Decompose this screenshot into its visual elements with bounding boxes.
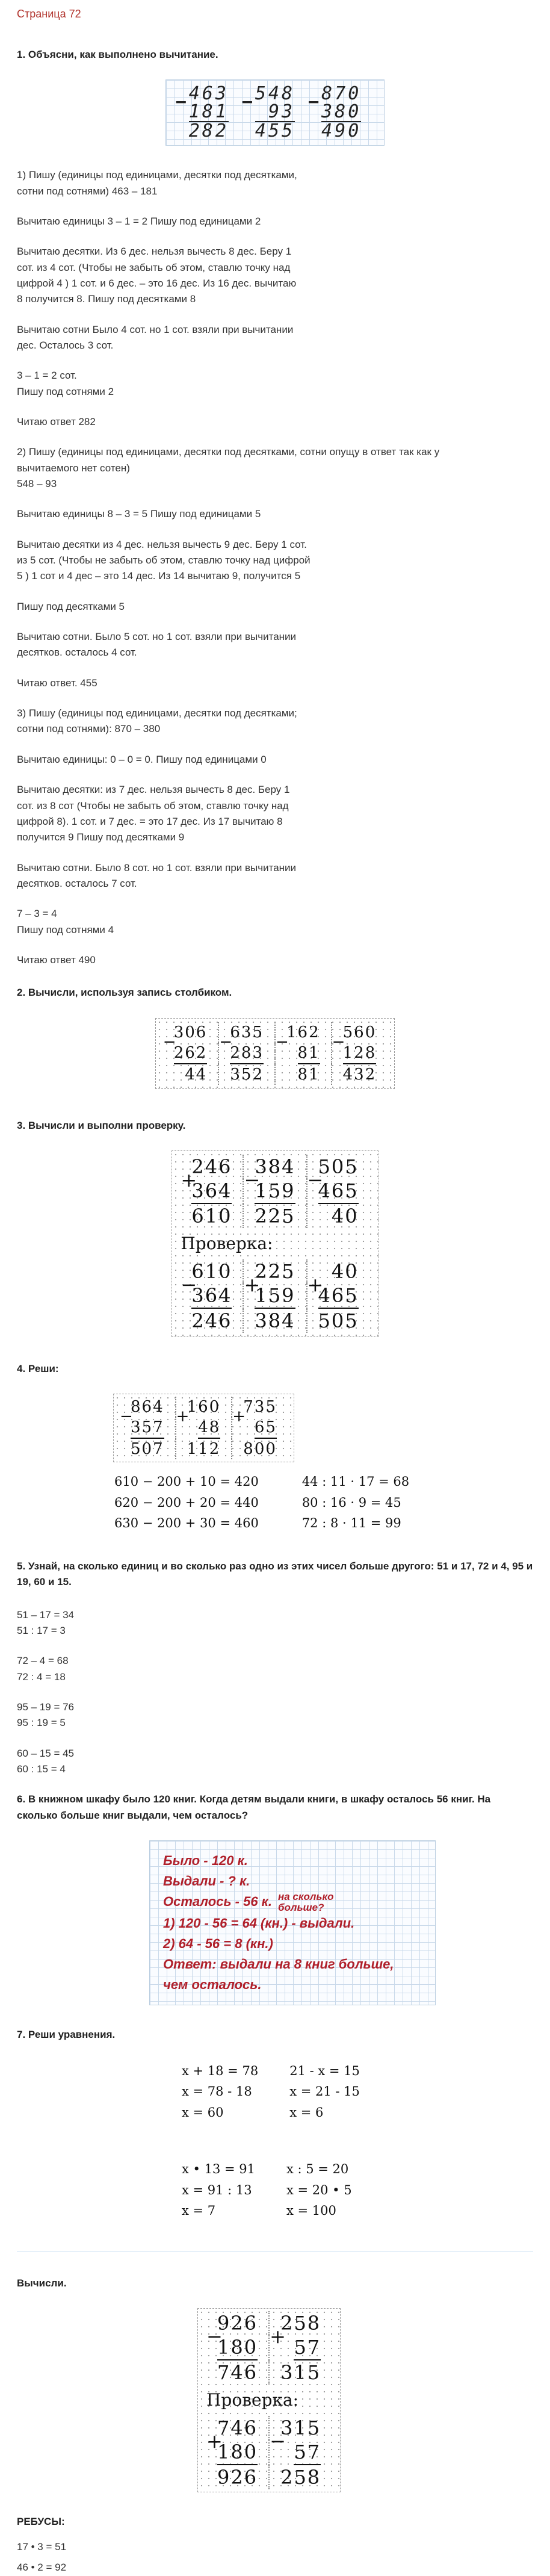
calc-cell bbox=[218, 1064, 275, 1085]
operator-sign: + bbox=[307, 1273, 325, 1296]
first-operand: 246 bbox=[191, 1155, 232, 1179]
calc-row bbox=[206, 2465, 332, 2489]
task7-heading: 7. Реши уравнения. bbox=[17, 2029, 116, 2041]
calc-row bbox=[181, 1259, 369, 1283]
paragraph-line: 1) Пишу (единицы под единицами, десятки под десятками, bbox=[17, 169, 297, 181]
calc-cell bbox=[120, 1439, 176, 1459]
operator-sign: − bbox=[219, 1032, 234, 1051]
operator-sign: − bbox=[181, 1273, 199, 1296]
equation-cell: x • 13 = 91 bbox=[182, 2162, 255, 2177]
first-operand: 610 bbox=[191, 1259, 232, 1283]
task1-column-2 bbox=[241, 83, 295, 142]
task8-columns bbox=[206, 2311, 332, 2385]
calc-cell bbox=[232, 1439, 288, 1459]
operator-sign: + bbox=[181, 1169, 199, 1192]
second-operand: 57 bbox=[294, 2440, 321, 2465]
operator-sign: + bbox=[232, 1407, 247, 1426]
minus-sign: − bbox=[175, 92, 189, 113]
paragraph-line: 3) Пишу (единицы под единицами, десятки под десятками; bbox=[17, 707, 297, 719]
first-operand: 635 bbox=[230, 1023, 264, 1041]
paragraph-line: Вычитаю сотни. Было 5 сот. но 1 сот. взяли при вычитании bbox=[17, 631, 297, 643]
paragraph-line: Читаю ответ. 455 bbox=[17, 677, 97, 689]
operator-sign: − bbox=[270, 2429, 287, 2453]
task1-paragraph bbox=[17, 244, 533, 307]
subtrahend: 93 bbox=[255, 103, 295, 122]
task1-paragraph bbox=[17, 706, 533, 737]
calc-row bbox=[120, 1397, 288, 1417]
paragraph-line: из 5 сот. (Чтобы не забыть об этом, ставлю точку над цифрой bbox=[17, 554, 311, 566]
paragraph-line: получится 9 Пишу под десятками 9 bbox=[17, 831, 185, 843]
pair-line: 72 : 4 = 18 bbox=[17, 1671, 66, 1683]
paragraph-line: Вычитаю единицы 3 – 1 = 2 Пишу под единицами 2 bbox=[17, 215, 261, 227]
task8-grid bbox=[197, 2308, 341, 2492]
equation-row bbox=[182, 2103, 375, 2123]
task1-paragraph bbox=[17, 675, 533, 691]
equation-row bbox=[182, 2082, 375, 2102]
calc-row bbox=[181, 1283, 369, 1309]
solution-line: Ответ: выдали на 8 книг больше, bbox=[163, 1957, 394, 1972]
expression-right: 72 : 8 · 11 = 99 bbox=[301, 1516, 401, 1531]
calc-row bbox=[163, 1022, 388, 1043]
calc-cell bbox=[243, 1169, 306, 1204]
paragraph-line: Вычитаю единицы 8 – 3 = 5 Пишу под единицами 5 bbox=[17, 508, 261, 520]
second-operand: 465 bbox=[318, 1179, 359, 1204]
calc-cell bbox=[206, 2360, 269, 2385]
paragraph-line: сотни под сотнями): 870 – 380 bbox=[17, 723, 161, 735]
solution-line: чем осталось. bbox=[163, 1977, 262, 1993]
second-operand: 364 bbox=[191, 1179, 232, 1204]
calc-row bbox=[120, 1439, 288, 1459]
paragraph-line: дес. Осталось 3 сот. bbox=[17, 339, 114, 351]
first-operand: 746 bbox=[217, 2416, 258, 2439]
first-operand: 505 bbox=[318, 1155, 359, 1179]
result: 507 bbox=[131, 1440, 164, 1459]
solution-line: Выдали - ? к. bbox=[163, 1873, 250, 1889]
result: 246 bbox=[191, 1309, 232, 1332]
task4-expressions bbox=[113, 1471, 426, 1535]
equation-cell: x = 60 bbox=[182, 2105, 224, 2120]
paragraph-line: 3 – 1 = 2 сот. bbox=[17, 370, 77, 382]
paragraph-line: 548 – 93 bbox=[17, 478, 57, 490]
task1-paragraph bbox=[17, 537, 533, 585]
equation-cell: x = 20 • 5 bbox=[286, 2182, 352, 2197]
equation-row bbox=[182, 2201, 368, 2221]
result: 505 bbox=[318, 1309, 359, 1332]
task8-heading: Вычисли. bbox=[17, 2277, 67, 2289]
task1-paragraph bbox=[17, 752, 533, 768]
first-operand: 162 bbox=[286, 1023, 320, 1041]
operator-sign: − bbox=[162, 1032, 178, 1051]
task1-paragraph bbox=[17, 782, 533, 845]
first-operand: 40 bbox=[331, 1259, 359, 1283]
first-operand: 315 bbox=[280, 2416, 321, 2439]
result: 432 bbox=[342, 1065, 377, 1084]
task3-check-label: Проверка: bbox=[181, 1234, 273, 1254]
pair-line: 51 – 17 = 34 bbox=[17, 1609, 75, 1621]
calc-cell bbox=[269, 2360, 332, 2385]
difference: 490 bbox=[321, 120, 362, 142]
calc-cell bbox=[163, 1064, 219, 1085]
paragraph-line: Вычитаю десятки из 4 дес. нельзя вычесть 9 дес. Беру 1 сот. bbox=[17, 538, 307, 550]
task1-column-3 bbox=[308, 83, 362, 142]
equation-cell: x = 78 - 18 bbox=[182, 2084, 252, 2099]
equation-cell: x : 5 = 20 bbox=[286, 2162, 349, 2177]
calc-cell bbox=[332, 1064, 388, 1085]
task5-pair bbox=[17, 1746, 533, 1778]
task2-image bbox=[17, 1018, 533, 1094]
task6-heading: 6. В книжном шкафу было 120 книг. Когда детям выдали книги, в шкафу осталось 56 книг. На сколько больше книг выдали, чем осталось? bbox=[17, 1793, 491, 1821]
calc-row bbox=[206, 2360, 332, 2385]
minus-sign: − bbox=[308, 92, 322, 113]
task1-image bbox=[17, 79, 533, 146]
operator-sign: + bbox=[176, 1407, 191, 1426]
calc-cell bbox=[181, 1204, 243, 1228]
equation-cell: x = 7 bbox=[182, 2203, 216, 2218]
equation-cell: x = 91 : 13 bbox=[182, 2182, 252, 2197]
task5-pair bbox=[17, 1653, 533, 1685]
task5-pair bbox=[17, 1607, 533, 1639]
rebus-line: 17 • 3 = 51 bbox=[17, 2541, 67, 2553]
subtrahend: 380 bbox=[321, 101, 362, 123]
task6-solution bbox=[149, 1840, 436, 2005]
second-operand: 180 bbox=[217, 2335, 258, 2360]
task1-paragraph bbox=[17, 599, 533, 615]
calc-cell bbox=[307, 1309, 369, 1333]
equation-cell: x + 18 = 78 bbox=[182, 2063, 259, 2078]
task3-columns bbox=[181, 1155, 369, 1228]
result: 258 bbox=[280, 2465, 321, 2489]
minuend: 463 bbox=[188, 83, 229, 105]
calc-cell bbox=[181, 1169, 243, 1204]
paragraph-line: сотни под сотнями) 463 – 181 bbox=[17, 185, 158, 197]
calc-row bbox=[206, 2440, 332, 2465]
solution-line: Осталось - 56 к. на сколько больше? bbox=[163, 1891, 334, 1914]
task3-check-columns bbox=[181, 1259, 369, 1333]
task4-heading: 4. Реши: bbox=[17, 1362, 59, 1374]
result: 384 bbox=[255, 1309, 295, 1332]
task4-grid bbox=[113, 1394, 294, 1462]
result: 610 bbox=[191, 1205, 232, 1228]
result: 40 bbox=[331, 1205, 359, 1228]
first-operand: 384 bbox=[255, 1155, 295, 1179]
task4-columns bbox=[120, 1397, 288, 1459]
expression-right: 80 : 16 · 9 = 45 bbox=[301, 1495, 401, 1510]
question-note bbox=[278, 1892, 334, 1913]
second-operand: 159 bbox=[255, 1283, 295, 1309]
pair-line: 60 : 15 = 4 bbox=[17, 1763, 66, 1775]
paragraph-line: десятков. осталось 4 сот. bbox=[17, 647, 137, 659]
calc-cell bbox=[307, 1204, 369, 1228]
paragraph-line: сот. из 4 сот. (Чтобы не забыть об этом, ставлю точку над bbox=[17, 261, 291, 273]
calc-cell bbox=[206, 2429, 269, 2465]
difference: 455 bbox=[255, 120, 295, 142]
equation-row bbox=[182, 2159, 368, 2179]
calc-cell bbox=[181, 1309, 243, 1333]
paragraph-line: вычитаемого нет сотен) bbox=[17, 462, 130, 474]
equation-cell: x = 21 - 15 bbox=[289, 2084, 360, 2099]
calc-row bbox=[163, 1064, 388, 1085]
result: 225 bbox=[255, 1205, 295, 1228]
task1-paragraph bbox=[17, 167, 533, 199]
result: 800 bbox=[243, 1440, 277, 1459]
task1-paragraph bbox=[17, 506, 533, 522]
task1-paragraph bbox=[17, 444, 533, 492]
second-operand: 65 bbox=[255, 1417, 277, 1439]
first-operand: 864 bbox=[131, 1398, 164, 1417]
page-title: Страница 72 bbox=[17, 8, 81, 20]
paragraph-line: Читаю ответ 282 bbox=[17, 416, 96, 428]
calc-row bbox=[163, 1043, 388, 1064]
second-operand: 465 bbox=[318, 1283, 359, 1309]
calc-cell bbox=[275, 1064, 332, 1085]
paragraph-line: Вычитаю десятки. Из 6 дес. нельзя вычесть 8 дес. Беру 1 bbox=[17, 246, 292, 258]
second-operand: 180 bbox=[217, 2440, 258, 2465]
equation-cell: x = 6 bbox=[289, 2105, 324, 2120]
task2-grid bbox=[155, 1018, 395, 1089]
paragraph-line: Читаю ответ 490 bbox=[17, 954, 96, 966]
calc-row bbox=[181, 1155, 369, 1179]
expression-left: 610 − 200 + 10 = 420 bbox=[114, 1474, 259, 1489]
task7-equations-2 bbox=[181, 2158, 369, 2222]
rebus-heading: РЕБУСЫ: bbox=[17, 2515, 65, 2527]
task5-heading: 5. Узнай, на сколько единиц и во сколько раз одно из этих чисел больше другого: 51 и 17, 72 и 4, 95 и 19, 60 и 15. bbox=[17, 1560, 533, 1588]
task8-image bbox=[197, 2308, 533, 2492]
second-operand: 262 bbox=[174, 1043, 208, 1064]
task5-pair bbox=[17, 1699, 533, 1731]
paragraph-line: десятков. осталось 7 сот. bbox=[17, 877, 137, 889]
expression-row bbox=[114, 1513, 425, 1533]
first-operand: 306 bbox=[173, 1023, 208, 1041]
pair-line: 95 – 19 = 76 bbox=[17, 1701, 75, 1713]
divider bbox=[17, 2251, 533, 2252]
pair-line: 95 : 19 = 5 bbox=[17, 1717, 66, 1729]
paragraph-line: Пишу под сотнями 2 bbox=[17, 385, 114, 397]
second-operand: 159 bbox=[255, 1179, 295, 1204]
second-operand: 283 bbox=[230, 1043, 264, 1064]
first-operand: 560 bbox=[342, 1023, 377, 1041]
equation-cell: x = 100 bbox=[286, 2203, 336, 2218]
second-operand: 81 bbox=[298, 1043, 320, 1064]
solution-line: Было - 120 к. bbox=[163, 1853, 248, 1869]
result: 926 bbox=[217, 2465, 258, 2489]
first-operand: 926 bbox=[217, 2312, 258, 2335]
second-operand: 357 bbox=[131, 1417, 164, 1439]
pair-line: 72 – 4 = 68 bbox=[17, 1655, 69, 1667]
task8-check-columns bbox=[206, 2416, 332, 2489]
calc-row bbox=[206, 2335, 332, 2360]
task1-grid-paper bbox=[165, 79, 385, 146]
paragraph-line: цифрой 8). 1 сот. и 7 дес. = это 17 дес. Из 17 вычитаю 8 bbox=[17, 815, 283, 827]
note-line: больше? bbox=[277, 1902, 324, 1914]
calc-cell bbox=[243, 1309, 306, 1333]
paragraph-line: Пишу под сотнями 4 bbox=[17, 923, 114, 936]
task1-column-1 bbox=[175, 83, 229, 142]
subtrahend: 181 bbox=[188, 101, 229, 123]
operator-sign: − bbox=[307, 1169, 325, 1192]
note-line: на сколько bbox=[277, 1891, 334, 1903]
task8-check-label: Проверка: bbox=[206, 2390, 299, 2410]
pair-line: 51 : 17 = 3 bbox=[17, 1625, 66, 1637]
first-operand: 735 bbox=[243, 1398, 277, 1417]
solution-line: 2) 64 - 56 = 8 (кн.) bbox=[163, 1936, 273, 1952]
rebus-lines bbox=[17, 2539, 533, 2576]
task1-paragraph bbox=[17, 952, 533, 968]
operator-sign: + bbox=[244, 1273, 262, 1296]
result: 81 bbox=[297, 1065, 320, 1084]
solution-line: 1) 120 - 56 = 64 (кн.) - выдали. bbox=[163, 1916, 355, 1931]
first-operand: 225 bbox=[255, 1259, 295, 1283]
calc-row bbox=[206, 2311, 332, 2335]
task3-image bbox=[17, 1150, 533, 1336]
minuend: 548 bbox=[255, 83, 295, 105]
expression-row bbox=[114, 1472, 425, 1492]
task1-paragraph bbox=[17, 368, 533, 400]
operator-sign: − bbox=[244, 1169, 262, 1192]
task1-heading: 1. Объясни, как выполнено вычитание. bbox=[17, 48, 218, 60]
calc-cell bbox=[206, 2325, 269, 2360]
result: 315 bbox=[280, 2361, 321, 2385]
result: 44 bbox=[185, 1065, 208, 1084]
calc-row bbox=[181, 1204, 369, 1228]
result: 352 bbox=[230, 1065, 264, 1084]
expression-left: 620 − 200 + 20 = 440 bbox=[114, 1495, 259, 1510]
paragraph-line: 5 ) 1 сот и 4 дес – это 14 дес. Из 14 вычитаю 9, получится 5 bbox=[17, 570, 301, 582]
task5-answers bbox=[17, 1607, 533, 1778]
result: 112 bbox=[187, 1440, 221, 1459]
calc-cell bbox=[243, 1204, 306, 1228]
calc-cell bbox=[269, 2429, 332, 2465]
paragraph-line: Вычитаю десятки: из 7 дес. нельзя вычесть 8 дес. Беру 1 bbox=[17, 784, 290, 796]
paragraph-line: 8 получится 8. Пишу под десятками 8 bbox=[17, 293, 196, 305]
paragraph-line: Вычитаю сотни. Было 8 сот. но 1 сот. взяли при вычитании bbox=[17, 861, 297, 874]
calc-cell bbox=[181, 1273, 243, 1309]
task7-equations bbox=[181, 2060, 533, 2222]
task7-equations-1 bbox=[181, 2060, 377, 2124]
calc-cell bbox=[269, 2325, 332, 2360]
expression-row bbox=[114, 1493, 425, 1513]
calc-row bbox=[181, 1309, 369, 1333]
rebus-line: 46 • 2 = 92 bbox=[17, 2562, 67, 2574]
paragraph-line: 2) Пишу (единицы под единицами, десятки под десятками, сотни опущу в ответ так как у bbox=[17, 446, 440, 458]
task1-explanation bbox=[17, 167, 533, 968]
second-operand: 48 bbox=[198, 1417, 220, 1439]
task2-columns bbox=[163, 1022, 388, 1085]
paragraph-line: сот. из 8 сот (Чтобы не забыть об этом, ставлю точку над bbox=[17, 799, 289, 812]
task4-image bbox=[113, 1394, 533, 1535]
equation-row bbox=[182, 2180, 368, 2200]
operator-sign: + bbox=[206, 2429, 224, 2453]
expression-right: 44 : 11 · 17 = 68 bbox=[301, 1474, 410, 1489]
task6-image bbox=[149, 1840, 533, 2005]
task1-paragraph bbox=[17, 322, 533, 354]
result: 746 bbox=[217, 2361, 258, 2385]
calc-cell bbox=[176, 1439, 232, 1459]
paragraph-line: цифрой 4 ) 1 сот. и 6 дес. – это 16 дес. Из 16 дес. вычитаю bbox=[17, 277, 297, 289]
calc-cell bbox=[243, 1273, 306, 1309]
operator-sign: − bbox=[206, 2325, 224, 2348]
task1-paragraph bbox=[17, 414, 533, 430]
second-operand: 364 bbox=[191, 1283, 232, 1309]
task1-paragraph bbox=[17, 906, 533, 938]
difference: 282 bbox=[188, 120, 229, 142]
paragraph-line: 7 – 3 = 4 bbox=[17, 908, 57, 920]
minus-sign: − bbox=[241, 92, 255, 113]
pair-line: 60 – 15 = 45 bbox=[17, 1747, 75, 1759]
calc-cell bbox=[206, 2465, 269, 2489]
second-operand: 57 bbox=[294, 2335, 321, 2360]
equation-row bbox=[182, 2061, 375, 2081]
second-operand: 128 bbox=[343, 1043, 377, 1064]
calc-row bbox=[181, 1179, 369, 1204]
task3-heading: 3. Вычисли и выполни проверку. bbox=[17, 1119, 186, 1131]
calc-cell bbox=[269, 2465, 332, 2489]
expression-left: 630 − 200 + 30 = 460 bbox=[114, 1516, 259, 1531]
calc-row bbox=[120, 1417, 288, 1439]
task2-heading: 2. Вычисли, используя запись столбиком. bbox=[17, 987, 232, 999]
first-operand: 160 bbox=[187, 1398, 221, 1417]
paragraph-line: Пишу под десятками 5 bbox=[17, 600, 125, 612]
calc-row bbox=[206, 2416, 332, 2440]
equation-cell: 21 - x = 15 bbox=[289, 2063, 360, 2078]
task3-grid bbox=[171, 1150, 378, 1336]
operator-sign: − bbox=[332, 1032, 347, 1051]
task1-paragraph bbox=[17, 214, 533, 229]
operator-sign: − bbox=[120, 1407, 134, 1426]
paragraph-line: Вычитаю единицы: 0 – 0 = 0. Пишу под единицами 0 bbox=[17, 753, 267, 765]
calc-cell bbox=[307, 1169, 369, 1204]
calc-cell bbox=[307, 1273, 369, 1309]
task1-paragraph bbox=[17, 860, 533, 892]
first-operand: 258 bbox=[280, 2312, 321, 2335]
paragraph-line: Вычитаю сотни Было 4 сот. но 1 сот. взяли при вычитании bbox=[17, 323, 294, 335]
task1-paragraph bbox=[17, 629, 533, 661]
operator-sign: + bbox=[270, 2325, 287, 2348]
operator-sign: − bbox=[276, 1032, 290, 1051]
minuend: 870 bbox=[321, 83, 362, 105]
